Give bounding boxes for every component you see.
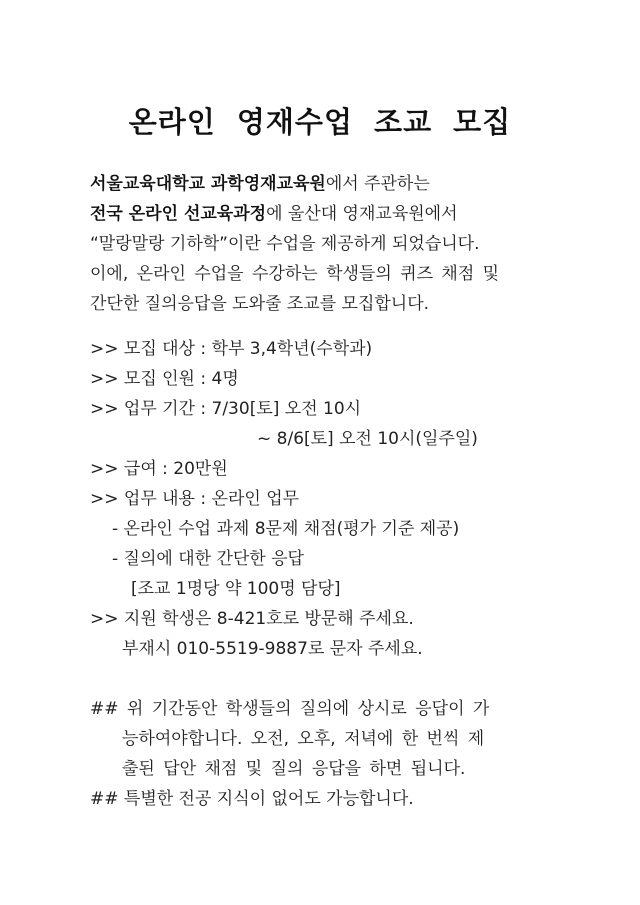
organizer-name: 서울교육대학교 과학영재교육원 xyxy=(90,174,326,194)
note-1-line-1: ## 위 기간동안 학생들의 질의에 상시로 응답이 가 xyxy=(90,699,490,719)
intro-line-4: 이에, 온라인 수업을 수강하는 학생들의 퀴즈 채점 및 xyxy=(90,264,500,284)
intro-line-1-rest: 에서 주관하는 xyxy=(325,174,430,194)
detail-duty-note: [조교 1명당 약 100명 담당] xyxy=(131,579,341,599)
detail-count: >> 모집 인원 : 4명 xyxy=(90,369,239,389)
detail-contact: 부재시 010-5519-9887로 문자 주세요. xyxy=(122,639,423,659)
detail-apply: >> 지원 학생은 8-421호로 방문해 주세요. xyxy=(90,609,414,629)
note-1-line-2: 능하여야합니다. 오전, 오후, 저녁에 한 번씩 제 xyxy=(122,729,485,749)
program-name: 전국 온라인 선교육과정 xyxy=(90,204,267,224)
page-title: 온라인 영재수업 조교 모집 xyxy=(128,105,512,139)
detail-pay: >> 급여 : 20만원 xyxy=(90,459,228,479)
detail-target: >> 모집 대상 : 학부 3,4학년(수학과) xyxy=(90,339,373,359)
note-2: ## 특별한 전공 지식이 없어도 가능합니다. xyxy=(90,789,414,809)
detail-duty: >> 업무 내용 : 온라인 업무 xyxy=(90,489,300,509)
detail-duty-item-2: - 질의에 대한 간단한 응답 xyxy=(112,549,304,569)
intro-line-5: 간단한 질의응답을 도와줄 조교를 모집합니다. xyxy=(90,294,430,314)
detail-duty-item-1: - 온라인 수업 과제 8문제 채점(평가 기준 제공) xyxy=(112,519,460,539)
detail-period-start: >> 업무 기간 : 7/30[토] 오전 10시 xyxy=(90,399,362,419)
intro-line-3: “말랑말랑 기하학”이란 수업을 제공하게 되었습니다. xyxy=(90,234,480,254)
intro-line-1 xyxy=(90,173,430,195)
intro-line-2 xyxy=(90,203,458,225)
intro-line-2-rest: 에 울산대 영재교육원에서 xyxy=(266,204,458,224)
note-1-line-3: 출된 답안 채점 및 질의 응답을 하면 됩니다. xyxy=(122,759,466,779)
detail-period-end: ~ 8/6[토] 오전 10시(일주일) xyxy=(257,429,478,449)
